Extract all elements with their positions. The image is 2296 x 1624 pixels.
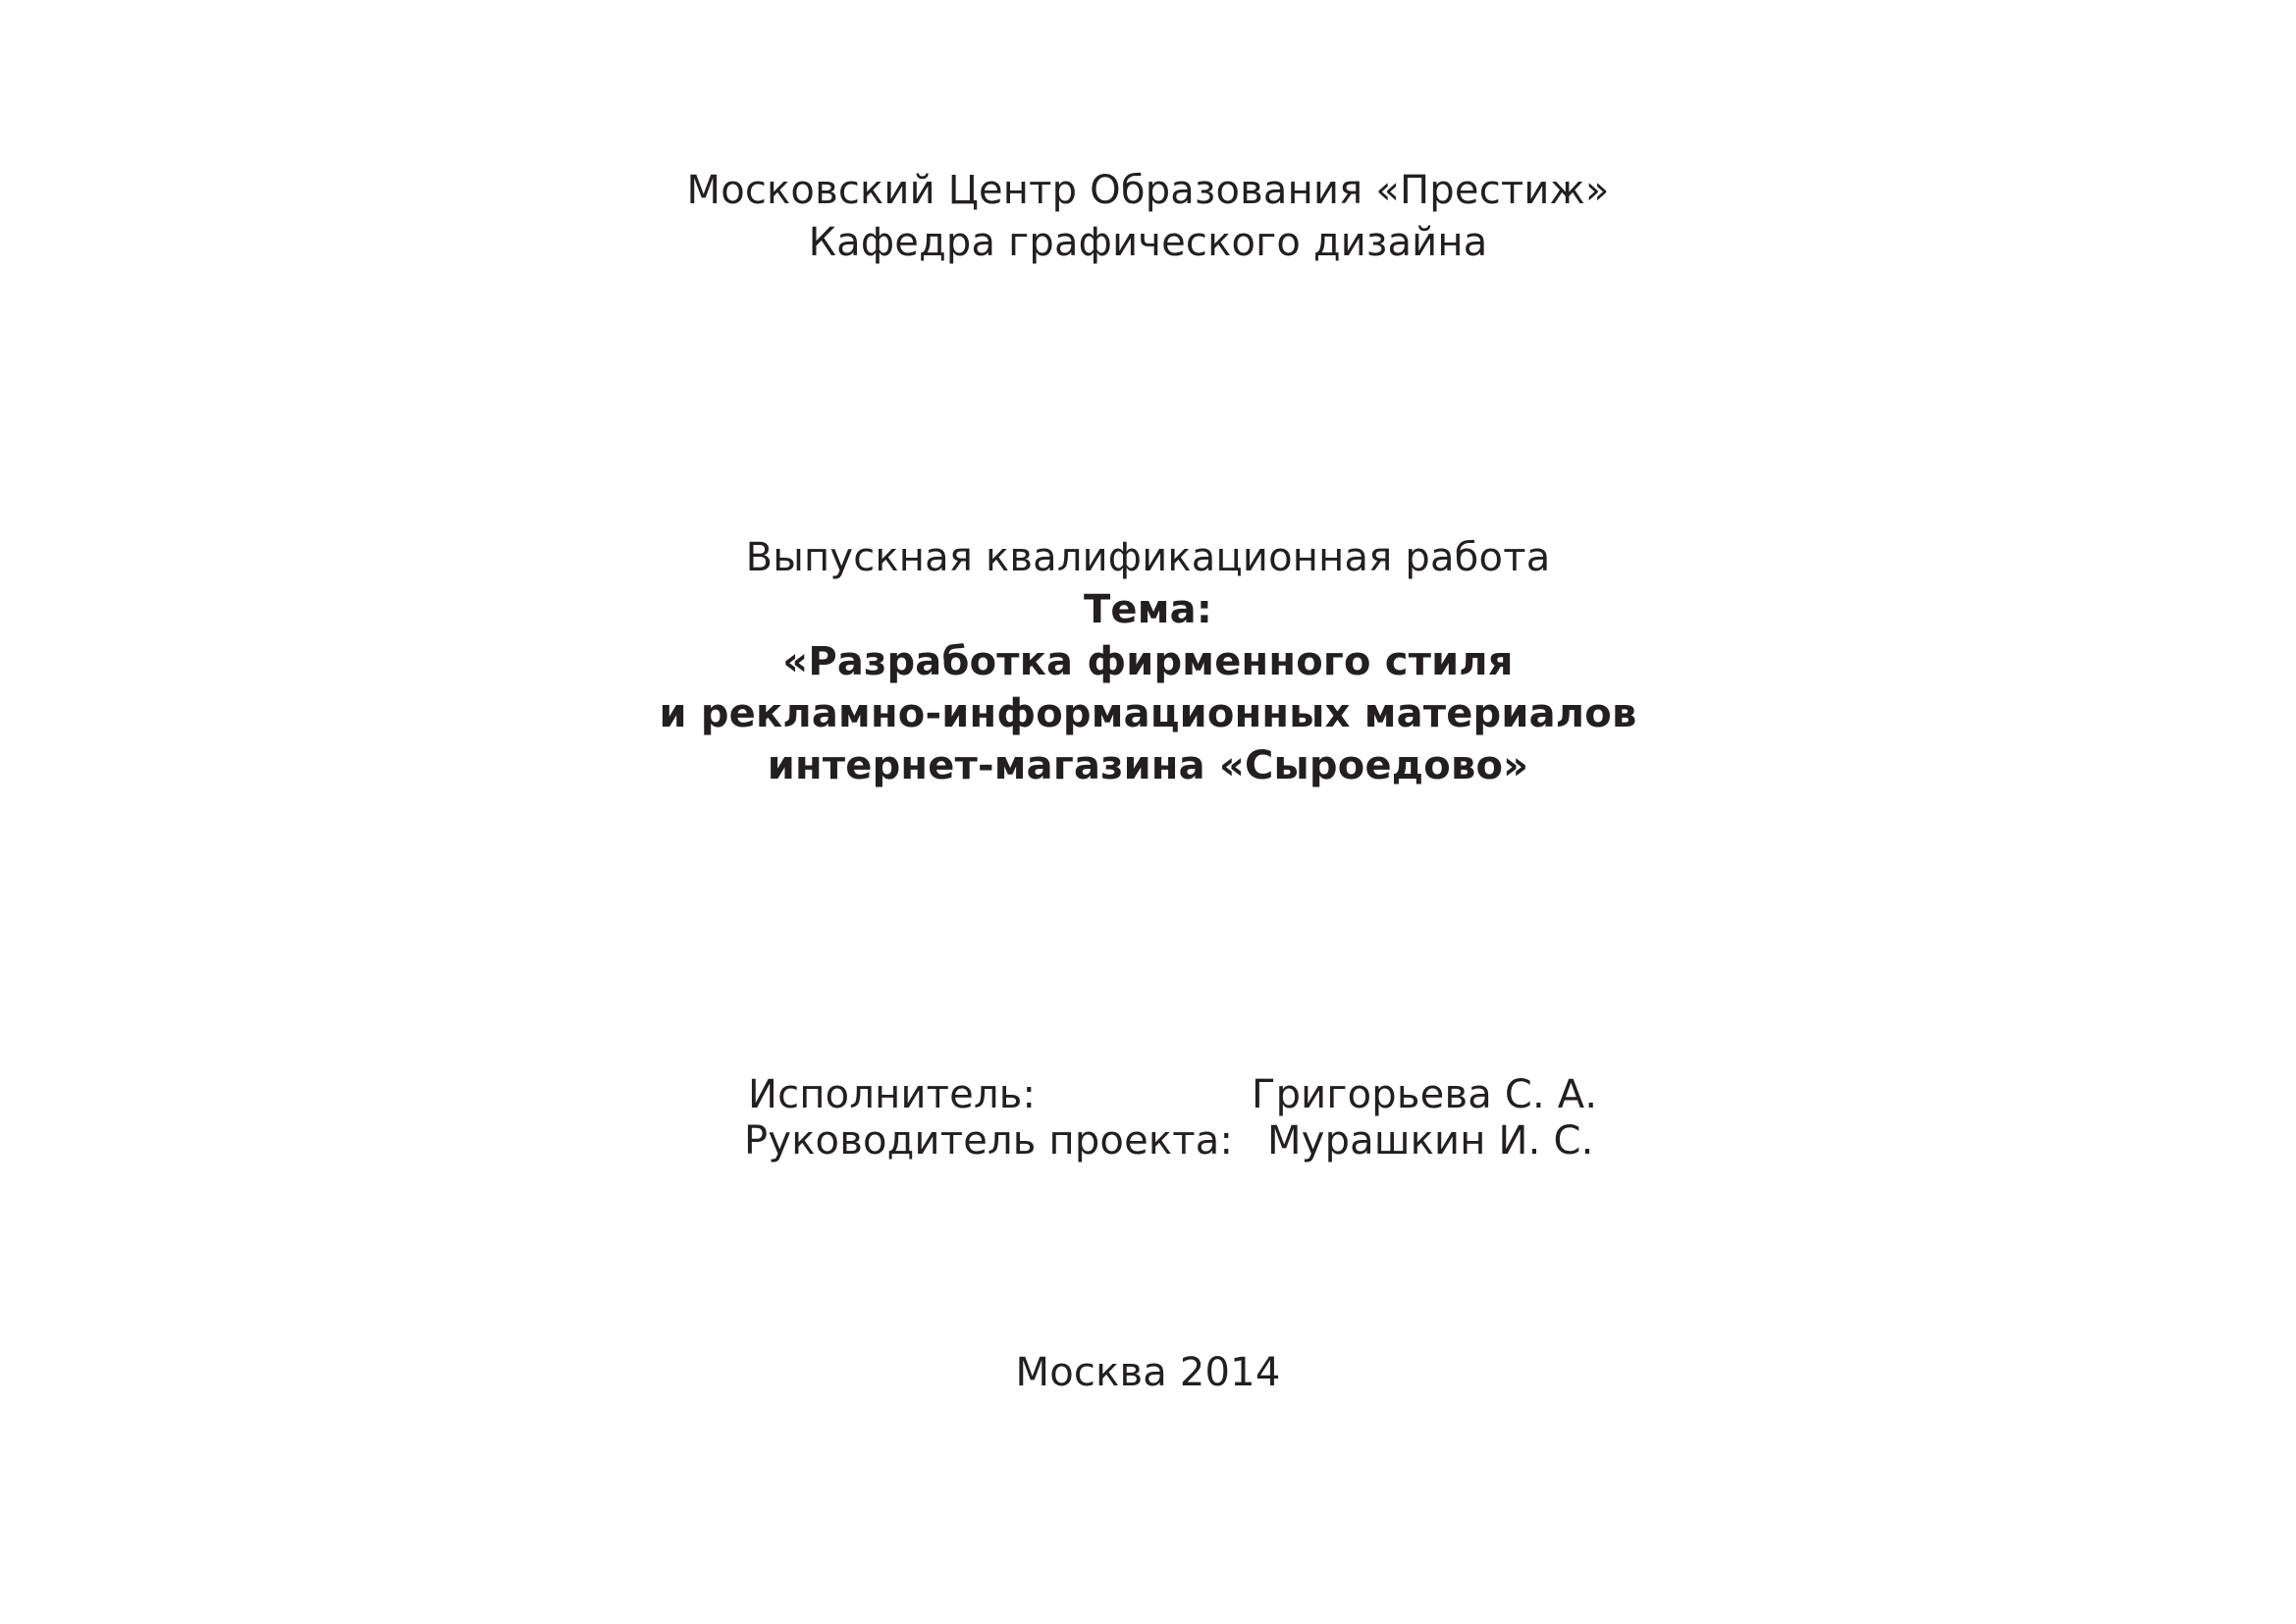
topic-line-2: и рекламно-информационных материалов <box>659 691 1637 736</box>
supervisor-name: Мурашкин И. С. <box>1267 1118 1594 1164</box>
work-type: Выпускная квалификационная работа <box>745 535 1551 580</box>
topic-line-1: «Разработка фирменного стиля <box>782 639 1514 684</box>
topic-line-3: интернет-магазина «Сыроедово» <box>767 743 1529 788</box>
topic-label: Тема: <box>1083 587 1213 632</box>
performer-label: Исполнитель: <box>748 1072 1037 1117</box>
performer-name: Григорьева С. А. <box>1252 1072 1598 1117</box>
institution-name: Московский Центр Образования «Престиж» <box>686 168 1610 213</box>
supervisor-label: Руководитель проекта: <box>744 1118 1234 1164</box>
department-name: Кафедра графического дизайна <box>808 220 1488 265</box>
city-year: Москва 2014 <box>1015 1350 1281 1395</box>
